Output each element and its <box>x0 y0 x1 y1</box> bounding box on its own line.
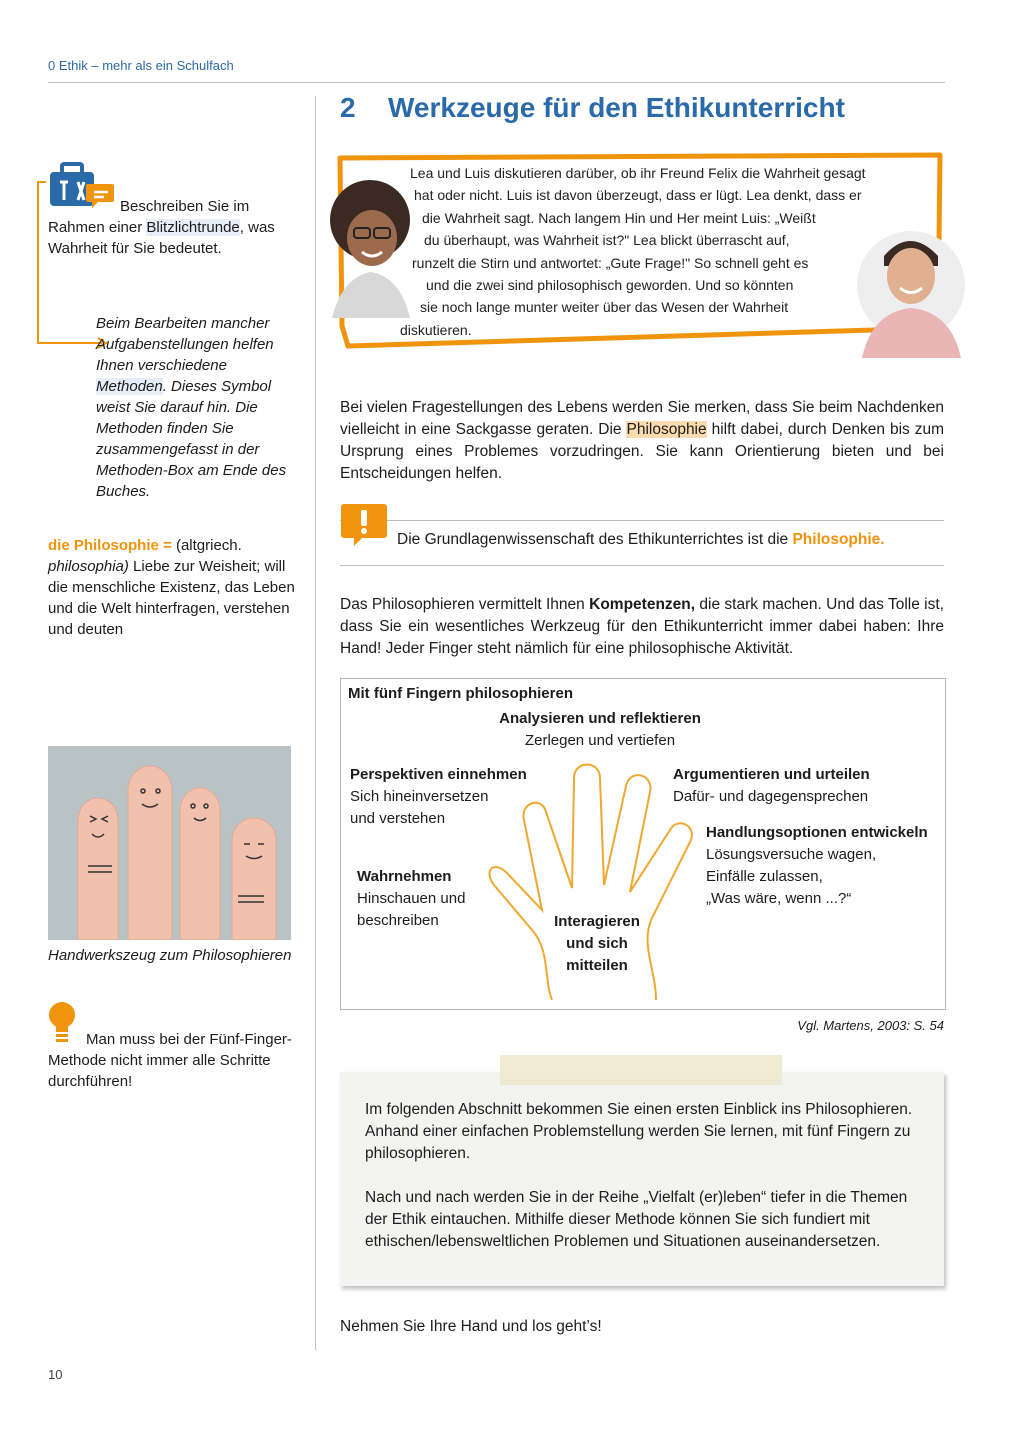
perspective-line: Sich hineinversetzen <box>350 788 489 805</box>
method-highlight: Methoden <box>96 378 163 395</box>
intro-pre: Bei vielen Fragestellungen des Lebens werden Sie merken, dass Sie beim Nachdenken vielleicht in eine Sackgasse geraten. Die <box>340 399 944 438</box>
photo-caption: Handwerkszeug zum Philosophieren <box>48 947 292 964</box>
closing-line: Nehmen Sie Ihre Hand und los geht’s! <box>340 1318 602 1335</box>
story-line: und die zwei sind philosophisch geworden. Und so könnten <box>426 277 794 294</box>
argument-block <box>673 764 870 808</box>
notice-sentence: Die Grundlagenwissenschaft des Ethikunterrichtes ist die <box>397 531 793 548</box>
perspective-line: und verstehen <box>350 810 446 827</box>
interact-line: und sich <box>566 935 628 952</box>
glossary-pre: (altgriech. <box>171 537 242 554</box>
story-text <box>400 162 926 341</box>
argument-title: Argumentieren und urteilen <box>673 766 870 783</box>
para2-pre: Das Philosophieren vermittelt Ihnen <box>340 596 590 613</box>
diagram-title-text: Mit fünf Fingern philosophieren <box>348 685 573 702</box>
page-number: 10 <box>48 1367 63 1382</box>
finger-puppets-photo <box>48 746 291 940</box>
tape-strip <box>500 1055 782 1085</box>
glossary-term: die Philosophie = <box>48 537 172 554</box>
notice-term: Philosophie. <box>792 531 885 548</box>
story-line: diskutieren. <box>400 321 472 338</box>
notice-text <box>397 531 885 549</box>
argument-text: Dafür- und dagegensprechen <box>673 788 869 805</box>
interact-block <box>540 911 654 977</box>
task-text-post: , was Wahrheit für Sie bedeutet. <box>48 219 275 257</box>
intro-post: hilft dabei, durch Denken bis zum Ursprung eines Problemes vorzudringen. Sie kann Orientierung bieten und bei Entscheidungen helfen. <box>340 421 944 482</box>
story-line: sie noch lange munter weiter über das Wesen der Wahrheit <box>420 299 789 316</box>
analyse-title: Analysieren und reflektieren <box>499 710 701 727</box>
glossary-entry <box>48 535 298 640</box>
paper-paragraph-2: Nach und nach werden Sie in der Reihe „Vielfalt (er)leben“ tiefer in die Themen der Ethik eintauchen. Mithilfe dieser Methode können Sie sich fundiert mit ethischen/lebensweltlichen Problemen und Situationen auseinandersetzen. <box>365 1189 908 1250</box>
perspective-title: Perspektiven einnehmen <box>350 766 527 783</box>
method-hint-post: . Dieses Symbol weist Sie darauf hin. Die Methoden finden Sie zusammengefasst in der Methoden-Box am Ende des Buches. <box>96 378 287 500</box>
perspective-block <box>350 764 527 830</box>
story-line: runzelt die Stirn und antwortet: „Gute Frage!" So schnell geht es <box>412 254 809 271</box>
story-line: du überhaupt, was Wahrheit ist?" Lea blickt überrascht auf, <box>424 232 790 249</box>
diagram-title <box>348 683 573 705</box>
task-highlight: Blitzlichtrunde <box>146 219 240 236</box>
story-line: die Wahrheit sagt. Nach langem Hin und Her meint Luis: „Weißt <box>422 209 816 226</box>
header-divider <box>48 82 945 83</box>
perceive-title: Wahrnehmen <box>357 868 452 885</box>
interact-line: Interagieren <box>554 913 640 930</box>
intro-highlight: Philosophie <box>626 421 707 438</box>
story-line: Lea und Luis diskutieren darüber, ob ihr Freund Felix die Wahrheit gesagt <box>410 165 866 181</box>
interact-line: mitteilen <box>566 957 628 974</box>
analyse-text: Zerlegen und vertiefen <box>524 732 676 749</box>
para2-post: die stark machen. Und das Tolle ist, dass Sie ein wesentliches Werkzeug für den Ethikunterricht immer dabei haben: Ihre Hand! Jeder Finger steht nämlich für eine philosophische Aktivität. <box>340 596 944 657</box>
task-text-pre: Beschreiben Sie im Rahmen einer <box>48 198 250 236</box>
method-hint-pre: Beim Bearbeiten mancher Aufgabenstellungen helfen Ihnen verschiedene <box>96 315 274 374</box>
glossary-definition: Liebe zur Weisheit; will die menschliche Existenz, das Leben und die Welt hinterfragen, verstehen und deuten <box>48 558 295 638</box>
analyse-block <box>490 708 710 752</box>
section-heading <box>340 92 845 124</box>
diagram-source: Vgl. Martens, 2003: S. 54 <box>797 1018 944 1033</box>
action-line: Einfälle zulassen, <box>706 868 823 885</box>
action-line: Lösungsversuche wagen, <box>706 846 877 863</box>
story-line: hat oder nicht. Luis ist davon überzeugt, dass er lügt. Lea denkt, dass er <box>414 187 862 204</box>
exclamation-icon <box>340 500 388 548</box>
paper-paragraph-1: Im folgenden Abschnitt bekommen Sie einen ersten Einblick ins Philosophieren. Anhand einer einfachen Problemstellung werden Sie lernen, mit fünf Fingern zu philosophieren. <box>365 1101 913 1162</box>
method-hint <box>96 313 296 502</box>
perceive-line: Hinschauen und <box>357 890 466 907</box>
para2-bold: Kompetenzen, <box>589 596 696 613</box>
action-block <box>706 822 928 910</box>
competence-paragraph <box>340 594 944 660</box>
section-number: 2 <box>340 92 356 123</box>
chapter-header: 0 Ethik – mehr als ein Schulfach <box>48 58 234 73</box>
perceive-line: beschreiben <box>357 912 439 929</box>
action-line: „Was wäre, wenn ...?“ <box>706 890 852 907</box>
intro-paragraph <box>340 397 944 485</box>
tip-text: Man muss bei der Fünf-Finger-Methode nicht immer alle Schritte durchführen! <box>48 1031 292 1090</box>
glossary-greek: philosophia) <box>48 558 129 575</box>
perceive-block <box>357 866 465 932</box>
action-title: Handlungsoptionen entwickeln <box>706 824 928 841</box>
section-title: Werkzeuge für den Ethikunterricht <box>388 92 845 123</box>
notice-rule-top <box>340 520 944 521</box>
notice-rule-bottom <box>340 565 944 566</box>
column-divider <box>315 96 316 1350</box>
